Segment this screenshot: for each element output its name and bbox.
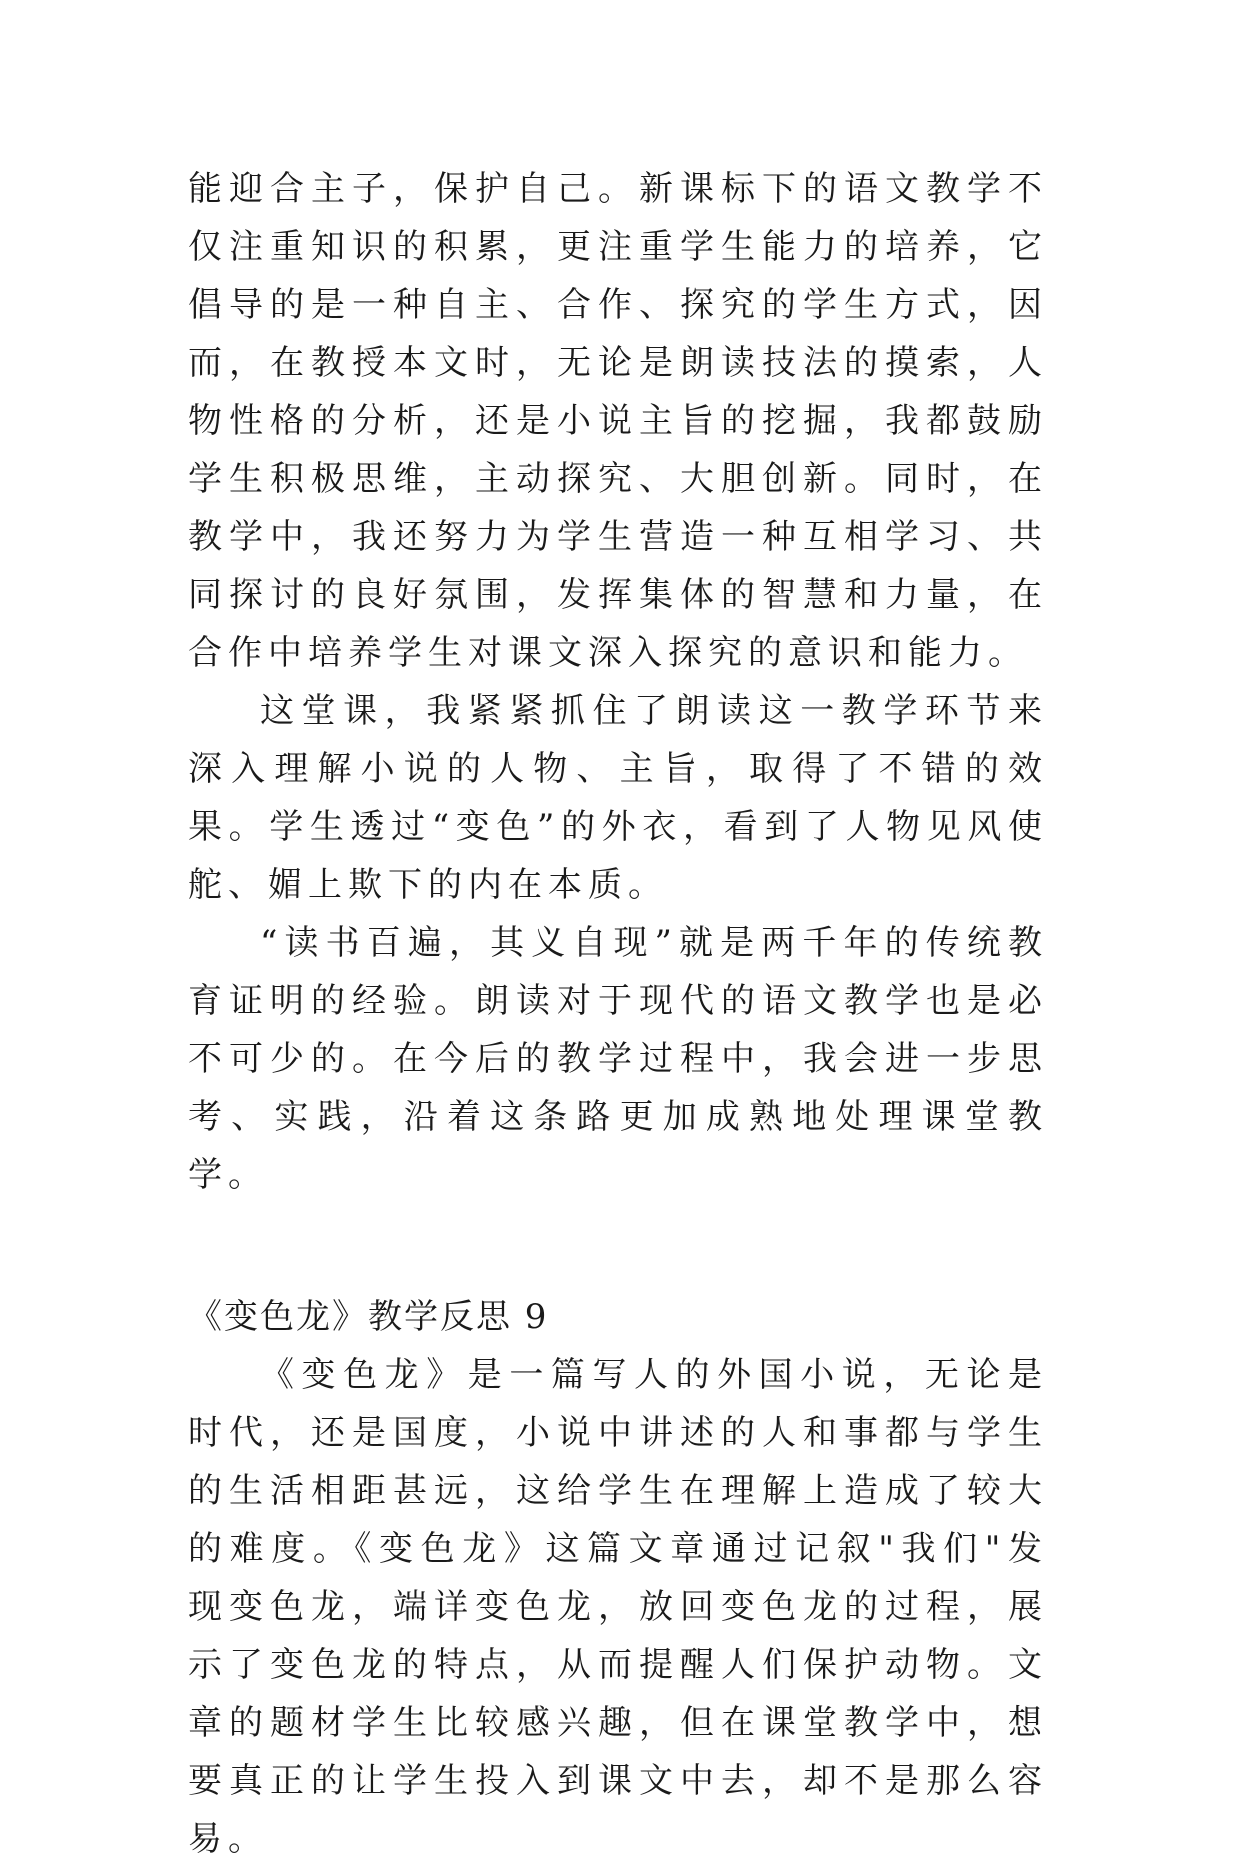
- paragraph-continuation: 能迎合主子，保护自己。新课标下的语文教学不仅注重知识的积累，更注重学生能力的培养，它倡导的是一种自主、合作、探究的学生方式，因而，在教授本文时，无论是朗读技法的摸索，人物性格的分析，还是小说主旨的挖掘，我都鼓励学生积极思维，主动探究、大胆创新。同时，在教学中，我还努力为学生营造一种互相学习、共同探讨的良好氛围，发挥集体的智慧和力量，在合作中培养学生对课文深入探究的意识和能力。: [188, 169, 1048, 673]
- paragraph-reading-effect: 这堂课，我紧紧抓住了朗读这一教学环节来深入理解小说的人物、主旨，取得了不错的效果。学生透过“变色”的外衣，看到了人物见风使舵、媚上欺下的内在本质。: [188, 691, 1048, 905]
- document-body: [188, 160, 1048, 1868]
- section-title: 《变色龙》教学反思 9: [188, 1297, 549, 1337]
- paragraph-reading-experience: “读书百遍，其义自现”就是两千年的传统教育证明的经验。朗读对于现代的语文教学也是必不可少的。在今后的教学过程中，我会进一步思考、实践，沿着这条路更加成熟地处理课堂教学。: [188, 923, 1048, 1195]
- paragraph-section-intro: 《变色龙》是一篇写人的外国小说，无论是时代，还是国度，小说中讲述的人和事都与学生的生活相距甚远，这给学生在理解上造成了较大的难度。《变色龙》这篇文章通过记叙"我们"发现变色龙，端详变色龙，放回变色龙的过程，展示了变色龙的特点，从而提醒人们保护动物。文章的题材学生比较感兴趣，但在课堂教学中，想要真正的让学生投入到课文中去，却不是那么容易。: [188, 1355, 1048, 1859]
